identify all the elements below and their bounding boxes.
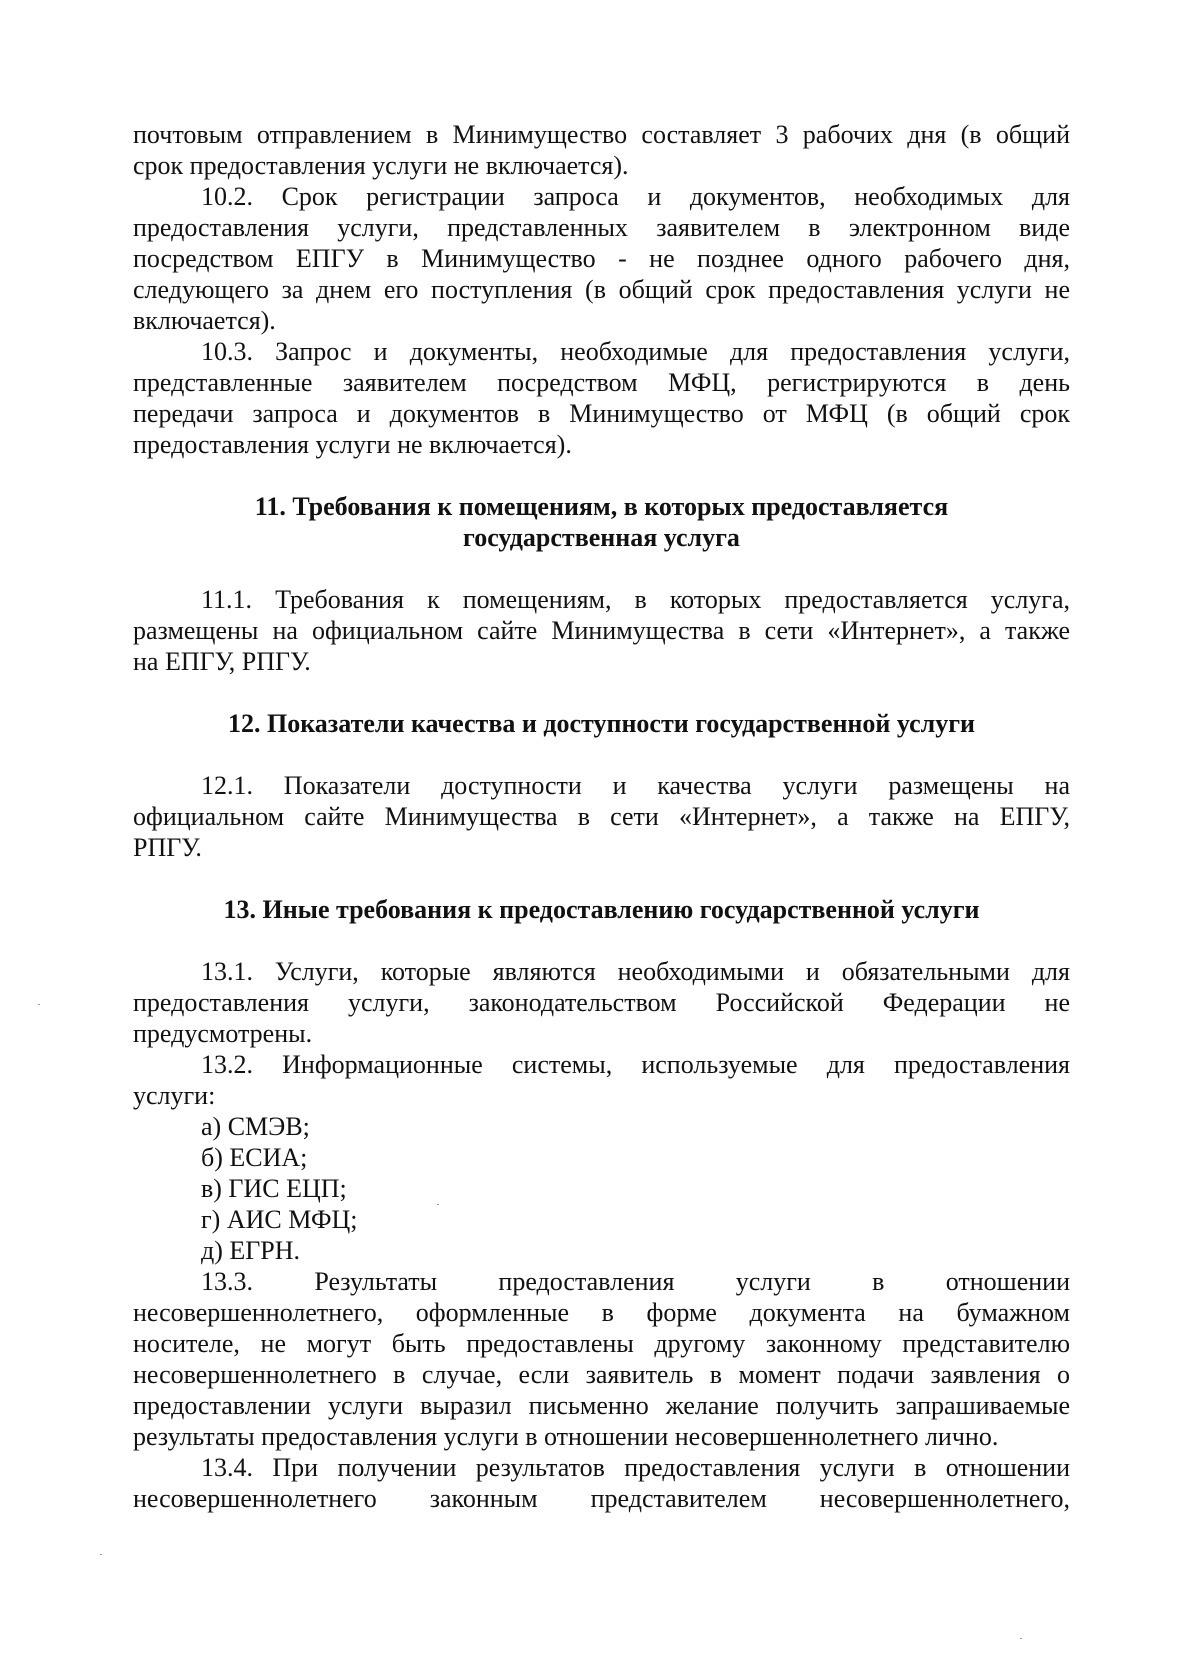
spacer bbox=[133, 925, 1070, 956]
text-line: носителе, не могут быть предоставлены другому законному представителю bbox=[133, 1329, 1070, 1358]
list-item: д) ЕГРН. bbox=[201, 1236, 301, 1265]
text-line: включается). bbox=[133, 306, 276, 335]
list-item: а) СМЭВ; bbox=[201, 1112, 310, 1141]
text-line: несовершеннолетнего законным представителем несовершеннолетнего, bbox=[133, 1484, 1070, 1513]
text-line: предусмотрены. bbox=[133, 1019, 313, 1048]
list-item: г) АИС МФЦ; bbox=[201, 1205, 358, 1234]
spacer bbox=[133, 460, 1070, 491]
text-line: следующего за днем его поступления (в общий срок предоставления услуги не bbox=[133, 275, 1070, 304]
text-line: на ЕПГУ, РПГУ. bbox=[133, 647, 311, 676]
text-line: 13.4. При получении результатов предоставления услуги в отношении bbox=[201, 1453, 1070, 1482]
scan-speck bbox=[38, 1004, 40, 1005]
text-line: предоставлении услуги выразил письменно желание получить запрашиваемые bbox=[133, 1391, 1070, 1420]
list-item: в) ГИС ЕЦП; bbox=[201, 1174, 347, 1203]
text-line: предоставления услуги не включается). bbox=[133, 430, 572, 459]
text-line: 13.3. Результаты предоставления услуги в отношении bbox=[201, 1267, 1070, 1296]
text-line: 13.2. Информационные системы, используемые для предоставления bbox=[201, 1050, 1070, 1079]
scan-speck bbox=[437, 1204, 439, 1205]
spacer bbox=[133, 863, 1070, 894]
text-line: передачи запроса и документов в Минимущество от МФЦ (в общий срок bbox=[133, 399, 1070, 428]
text-line: несовершеннолетнего, оформленные в форме документа на бумажном bbox=[133, 1298, 1070, 1327]
paragraph-13-2 bbox=[133, 1049, 1070, 1266]
text-line: посредством ЕПГУ в Минимущество - не позднее одного рабочего дня, bbox=[133, 244, 1070, 273]
paragraph-13-3 bbox=[133, 1266, 1070, 1452]
paragraph-13-1 bbox=[133, 956, 1070, 1049]
text-line: услуги: bbox=[133, 1081, 216, 1110]
document-body bbox=[133, 119, 1070, 1514]
paragraph-10-3 bbox=[133, 336, 1070, 460]
section-11-heading bbox=[133, 491, 1070, 553]
section-13-heading: 13. Иные требования к предоставлению государственной услуги bbox=[223, 895, 980, 924]
spacer bbox=[133, 553, 1070, 584]
section-12-heading: 12. Показатели качества и доступности государственной услуги bbox=[227, 709, 976, 738]
scan-speck bbox=[1020, 1638, 1022, 1639]
paragraph-10-1-tail bbox=[133, 119, 1070, 181]
paragraph-10-2 bbox=[133, 181, 1070, 336]
text-line: срок предоставления услуги не включается). bbox=[133, 151, 629, 180]
paragraph-12-1 bbox=[133, 770, 1070, 863]
heading-line: государственная услуга bbox=[463, 523, 740, 552]
text-line: официальном сайте Минимущества в сети «Интернет», а также на ЕПГУ, bbox=[133, 802, 1070, 831]
text-line: 10.2. Срок регистрации запроса и документов, необходимых для bbox=[201, 182, 1070, 211]
text-line: 13.1. Услуги, которые являются необходимыми и обязательными для bbox=[201, 957, 1070, 986]
text-line: несовершеннолетнего в случае, если заявитель в момент подачи заявления о bbox=[133, 1360, 1070, 1389]
text-line: предоставления услуги, законодательством Российской Федерации не bbox=[133, 988, 1070, 1017]
paragraph-13-4 bbox=[133, 1452, 1070, 1514]
spacer bbox=[133, 739, 1070, 770]
text-line: почтовым отправлением в Минимущество составляет 3 рабочих дня (в общий bbox=[133, 120, 1070, 149]
text-line: 10.3. Запрос и документы, необходимые для предоставления услуги, bbox=[201, 337, 1070, 366]
paragraph-11-1 bbox=[133, 584, 1070, 677]
text-line: РПГУ. bbox=[133, 833, 202, 862]
text-line: 11.1. Требования к помещениям, в которых предоставляется услуга, bbox=[201, 585, 1070, 614]
text-line: результаты предоставления услуги в отношении несовершеннолетнего лично. bbox=[133, 1422, 999, 1451]
text-line: представленные заявителем посредством МФЦ, регистрируются в день bbox=[133, 368, 1070, 397]
list-item: б) ЕСИА; bbox=[201, 1143, 308, 1172]
text-line: размещены на официальном сайте Минимущества в сети «Интернет», а также bbox=[133, 616, 1070, 645]
text-line: 12.1. Показатели доступности и качества услуги размещены на bbox=[201, 771, 1070, 800]
heading-line: 11. Требования к помещениям, в которых предоставляется bbox=[254, 492, 949, 521]
scan-speck bbox=[100, 1554, 102, 1555]
spacer bbox=[133, 677, 1070, 708]
text-line: предоставления услуги, представленных заявителем в электронном виде bbox=[133, 213, 1070, 242]
